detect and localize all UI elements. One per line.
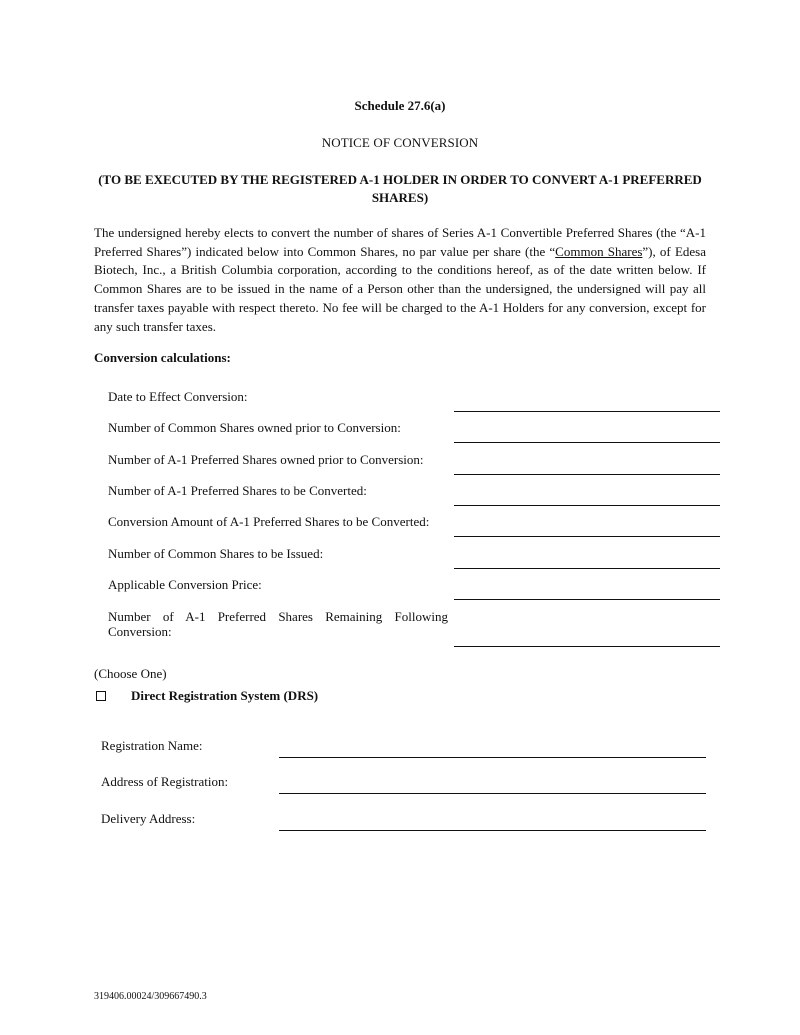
field-registration-name xyxy=(101,738,706,762)
input-line-preferred-shares-remaining[interactable] xyxy=(454,609,720,647)
field-conversion-amount xyxy=(108,514,720,544)
schedule-number: Schedule 27.6(a) xyxy=(354,98,446,113)
field-conversion-price xyxy=(108,577,720,607)
input-line-conversion-amount[interactable] xyxy=(454,514,720,537)
page-subtitle: (TO BE EXECUTED BY THE REGISTERED A-1 HOLDER IN ORDER TO CONVERT A-1 PREFERRED SHARES) xyxy=(98,172,702,205)
page-title: NOTICE OF CONVERSION xyxy=(321,135,479,150)
input-line-preferred-shares-owned[interactable] xyxy=(454,452,720,475)
input-line-delivery-address[interactable] xyxy=(279,811,706,831)
input-line-preferred-shares-to-convert[interactable] xyxy=(454,483,720,506)
input-line-address-of-registration[interactable] xyxy=(279,774,706,794)
field-common-shares-owned xyxy=(108,420,720,450)
intro-text-part2: ”), of Edesa Biotech, Inc., a British Columbia corporation, according to the conditions hereof, as of the date written below. If Common Shares are to be issued in the name of a Person other than the undersigned, the undersigned will pay all transfer taxes payable with respect thereto. No fee will be charged to the A-1 Holders for any conversion, except for any such transfer taxes. xyxy=(94,243,706,334)
defined-term-common-shares: Common Shares xyxy=(555,243,643,259)
drs-checkbox[interactable] xyxy=(96,691,106,701)
field-preferred-shares-remaining xyxy=(108,609,720,649)
field-address-of-registration xyxy=(101,774,706,798)
field-common-shares-issued xyxy=(108,546,720,576)
field-label: Number of Common Shares to be Issued: xyxy=(108,546,324,561)
drs-option-label: Direct Registration System (DRS) xyxy=(131,688,319,703)
intro-text-part1: The undersigned hereby elects to convert the number of shares of Series A-1 Convertible Preferred Shares (the “A-1 Preferred Shares”) indicated below into Common Shares, no par value per share (the “ xyxy=(94,225,706,259)
field-label: Address of Registration: xyxy=(101,774,229,789)
input-line-registration-name[interactable] xyxy=(279,738,706,758)
field-label: Number of A-1 Preferred Shares Remaining Following Conversion: xyxy=(108,609,448,639)
field-label: Registration Name: xyxy=(101,738,203,753)
field-preferred-shares-owned xyxy=(108,452,720,482)
conversion-calculations-heading: Conversion calculations: xyxy=(94,350,231,365)
field-label: Date to Effect Conversion: xyxy=(108,389,248,404)
field-date-to-effect-conversion xyxy=(108,389,720,419)
field-label: Delivery Address: xyxy=(101,811,196,826)
intro-paragraph xyxy=(94,224,706,336)
field-label: Conversion Amount of A-1 Preferred Shares to be Converted: xyxy=(108,514,430,529)
field-label: Number of Common Shares owned prior to Conversion: xyxy=(108,420,401,435)
input-line-common-shares-issued[interactable] xyxy=(454,546,720,569)
field-delivery-address xyxy=(101,811,706,835)
field-label: Applicable Conversion Price: xyxy=(108,577,262,592)
field-preferred-shares-to-convert xyxy=(108,483,720,513)
input-line-conversion-price[interactable] xyxy=(454,577,720,600)
input-line-common-shares-owned[interactable] xyxy=(454,420,720,443)
input-line-date[interactable] xyxy=(454,389,720,412)
document-id-footer: 319406.00024/309667490.3 xyxy=(94,991,207,1002)
choose-one-prompt: (Choose One) xyxy=(94,666,167,681)
field-label: Number of A-1 Preferred Shares owned prior to Conversion: xyxy=(108,452,424,467)
field-label: Number of A-1 Preferred Shares to be Converted: xyxy=(108,483,367,498)
